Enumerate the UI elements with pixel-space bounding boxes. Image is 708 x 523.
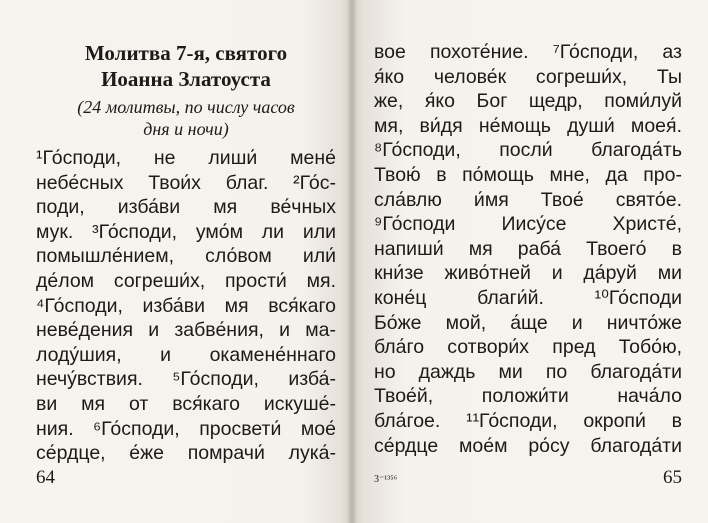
text-line: Твое́й, положи́ти нача́ло <box>374 385 682 408</box>
text-line: бла́го сотвори́х пред Тобо́ю, <box>374 336 682 359</box>
text-line: небе́сных Твои́х благ. ²Го́с- <box>36 171 336 194</box>
text-line: бла́гое. ¹¹Го́споди, окропи́ в <box>374 409 682 432</box>
text-line: мук. ³Го́споди, умо́м ли или <box>36 220 336 243</box>
text-line: се́рдце, е́же помрачи́ лука́- <box>36 442 336 465</box>
text-line: напиши́ мя раба́ Твоего́ в <box>374 237 682 260</box>
title-line: Молитва 7-я, святого <box>84 41 288 65</box>
text-line: Бо́же мой, а́ще и ничто́же <box>374 311 682 334</box>
text-line: ния. ⁶Го́споди, просвети́ мое́ <box>36 417 336 440</box>
subtitle-line: дня и ночи) <box>143 119 229 139</box>
text-line: но даждь ми по благода́ти <box>374 360 682 383</box>
left-page <box>0 0 352 523</box>
text-line: мя, ви́дя не́мощь души́ моея́. <box>374 114 682 137</box>
text-line: же, я́ко Бог щедр, поми́луй <box>374 90 682 113</box>
signature-mark: 3⁻¹³⁵⁶ <box>374 474 398 485</box>
text-line: ви мя от вся́каго искуше́- <box>36 392 336 415</box>
text-line: ¹Го́споди, не лиши́ мене́ <box>36 147 336 169</box>
text-line: Твою́ в по́мощь мне, да про- <box>374 163 682 186</box>
title-line: Иоанна Златоуста <box>101 67 271 91</box>
text-line: неве́дения и забве́ния, и ма- <box>36 319 336 342</box>
text-line: коне́ц благи́й. ¹⁰Го́споди <box>374 286 682 309</box>
text-line: де́лом согреши́х, прости́ мя. <box>36 269 336 292</box>
book-gutter <box>346 0 358 523</box>
text-line: я́ко челове́к согреши́х, Ты <box>374 65 682 88</box>
text-line: се́рдце мое́м ро́су благода́ти <box>374 434 682 457</box>
subtitle-line: (24 молитвы, по числу часов <box>77 97 295 117</box>
text-line: нечу́вствия. ⁵Го́споди, изба́- <box>36 368 336 391</box>
text-line: вое похоте́ние. ⁷Го́споди, аз <box>374 41 682 63</box>
left-page-text <box>36 146 336 466</box>
text-line: ⁹Го́споди Иису́се Христе́, <box>374 213 682 236</box>
text-line: ⁴Го́споди, изба́ви мя вся́каго <box>36 294 336 317</box>
right-page-text <box>374 40 682 458</box>
page-number-right: 65 <box>663 467 682 488</box>
prayer-subtitle <box>36 96 336 140</box>
text-line: помышле́нием, сло́вом или́ <box>36 245 336 268</box>
text-line: сла́влю и́мя Твое́ свято́е. <box>374 188 682 211</box>
text-line: кни́зе живо́тней и да́руй ми <box>374 262 682 285</box>
text-line: ⁸Го́споди, посли́ благода́ть <box>374 139 682 162</box>
prayer-title <box>36 40 336 92</box>
text-line: поди, изба́ви мя ве́чных <box>36 196 336 219</box>
right-page <box>352 0 708 523</box>
page-number-left: 64 <box>36 467 55 488</box>
text-line: лоду́шия, и окамене́ннаго <box>36 343 336 366</box>
